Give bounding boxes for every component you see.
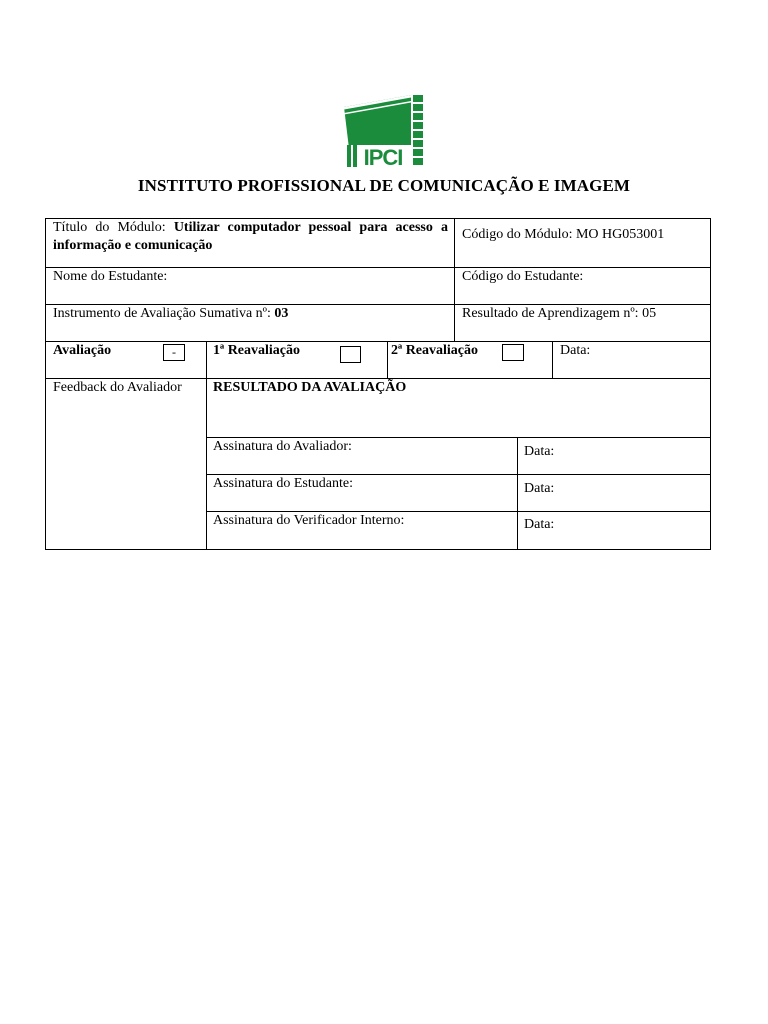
data-label: Data:	[560, 343, 591, 358]
instrumento-value: 03	[274, 306, 289, 321]
modulo-codigo-label: Código do Módulo:	[462, 227, 576, 242]
reavaliacao1-label: 1ª Reavaliação	[213, 343, 301, 358]
ipci-logo	[343, 93, 425, 167]
modulo-titulo-cell	[53, 219, 448, 255]
reavaliacao1-checkbox[interactable]	[340, 346, 361, 363]
evaluation-form	[45, 218, 711, 550]
data-verificador-label: Data:	[524, 517, 555, 532]
resultado-aprendizagem-value: 05	[642, 306, 657, 321]
modulo-titulo-value: Utilizar computador pessoal para acesso a informação e comunicação	[53, 220, 448, 253]
modulo-codigo-value: MO HG053001	[575, 227, 665, 242]
instrumento-label: Instrumento de Avaliação Sumativa nº:	[53, 306, 275, 321]
assinatura-verificador-label: Assinatura do Verificador Interno:	[213, 513, 405, 528]
modulo-codigo-cell	[462, 226, 707, 244]
assinatura-avaliador-label: Assinatura do Avaliador:	[213, 439, 352, 454]
instrumento-cell	[53, 305, 288, 323]
avaliacao-checkbox[interactable]: -	[163, 344, 185, 361]
estudante-codigo-label: Código do Estudante:	[462, 269, 584, 284]
data-estudante-label: Data:	[524, 481, 555, 496]
resultado-aprendizagem-cell	[462, 305, 656, 323]
resultado-avaliacao-label: RESULTADO DA AVALIAÇÃO	[213, 380, 407, 395]
resultado-aprendizagem-label: Resultado de Aprendizagem nº:	[462, 306, 643, 321]
data-avaliador-label: Data:	[524, 444, 555, 459]
estudante-nome-label: Nome do Estudante:	[53, 269, 168, 284]
logo-text: IPCI	[363, 145, 403, 167]
modulo-titulo-label: Título do Módulo:	[53, 220, 174, 235]
institution-title: INSTITUTO PROFISSIONAL DE COMUNICAÇÃO E IMAGEM	[137, 176, 631, 195]
assinatura-estudante-label: Assinatura do Estudante:	[213, 476, 353, 491]
reavaliacao2-checkbox[interactable]	[502, 344, 524, 361]
reavaliacao2-label: 2ª Reavaliação	[391, 343, 479, 358]
feedback-label: Feedback do Avaliador	[53, 380, 182, 395]
avaliacao-label: Avaliação	[53, 343, 112, 358]
